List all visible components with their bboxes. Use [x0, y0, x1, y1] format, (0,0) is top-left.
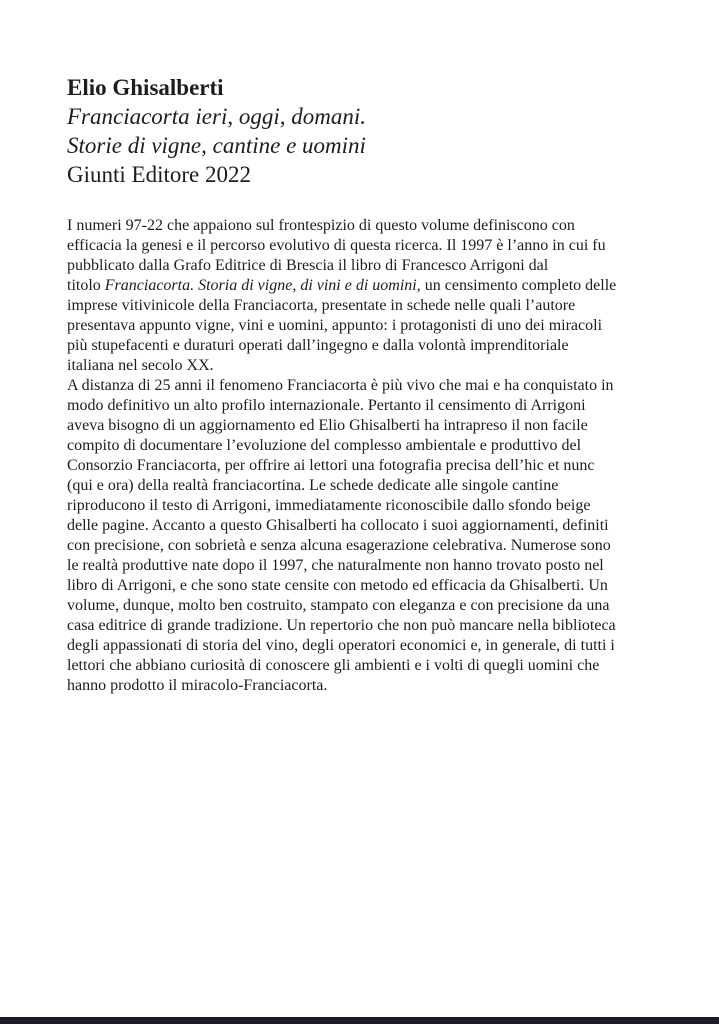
text-line: titolo Franciacorta. Storia di vigne, di vini e di uomini, un censimento completo delle — [67, 277, 617, 294]
text-line: efficacia la genesi e il percorso evolutivo di questa ricerca. Il 1997 è l’anno in cui fu — [67, 237, 606, 254]
paragraph — [67, 216, 719, 376]
text-line: volume, dunque, molto ben costruito, stampato con eleganza e con precisione da una — [67, 597, 610, 614]
text-line: le realtà produttive nate dopo il 1997, che naturalmente non hanno trovato posto nel — [67, 557, 604, 574]
text-line: (qui e ora) della realtà franciacortina. Le schede dedicate alle singole cantine — [67, 477, 559, 494]
book-title-line-2: Storie di vigne, cantine e uomini — [67, 133, 366, 158]
text-line: casa editrice di grande tradizione. Un repertorio che non può mancare nella biblioteca — [67, 617, 616, 634]
paragraph — [67, 376, 719, 696]
text-line: aveva bisogno di un aggiornamento ed Elio Ghisalberti ha intrapreso il non facile — [67, 417, 588, 434]
review-text — [67, 216, 719, 696]
text-line: presentava appunto vigne, vini e uomini, appunto: i protagonisti di uno dei miracoli — [67, 317, 603, 334]
text-line: italiana nel secolo XX. — [67, 357, 214, 374]
text-line: modo definitivo un alto profilo internazionale. Pertanto il censimento di Arrigoni — [67, 397, 586, 414]
text-line: I numeri 97-22 che appaiono sul frontespizio di questo volume definiscono con — [67, 217, 575, 234]
text-line: lettori che abbiano curiosità di conoscere gli ambienti e i volti di quegli uomini che — [67, 657, 600, 674]
text-line: compito di documentare l’evoluzione del complesso ambientale e produttivo del — [67, 437, 582, 454]
text-line: hanno prodotto il miracolo-Franciacorta. — [67, 677, 328, 694]
text-line: pubblicato dalla Grafo Editrice di Brescia il libro di Francesco Arrigoni dal — [67, 257, 549, 274]
text-line: riproducono il testo di Arrigoni, immediatamente riconoscibile dallo sfondo beige — [67, 497, 591, 514]
text-line: Consorzio Franciacorta, per offrire ai lettori una fotografia precisa dell’hic et nunc — [67, 457, 595, 474]
text-line: A distanza di 25 anni il fenomeno Franciacorta è più vivo che mai e ha conquistato in — [67, 377, 614, 394]
text-line: delle pagine. Accanto a questo Ghisalberti ha collocato i suoi aggiornamenti, definiti — [67, 517, 609, 534]
text-line: libro di Arrigoni, e che sono state censite con metodo ed efficacia da Ghisalberti. Un — [67, 577, 608, 594]
bottom-bar — [0, 1017, 719, 1024]
text-line: con precisione, con sobrietà e senza alcuna esagerazione celebrativa. Numerose sono — [67, 537, 611, 554]
text-line: degli appassionati di storia del vino, degli operatori economici e, in generale, di tutti i — [67, 637, 615, 654]
text-line: più stupefacenti e duraturi operati dall’ingegno e dalla volontà imprenditoriale — [67, 337, 569, 354]
publisher-year: Giunti Editore 2022 — [67, 162, 251, 187]
text-line: imprese vitivinicole della Franciacorta, presentate in schede nelle quali l’autore — [67, 297, 576, 314]
book-title-line-1: Franciacorta ieri, oggi, domani. — [67, 104, 366, 129]
book-header — [67, 73, 719, 189]
author-name: Elio Ghisalberti — [67, 75, 224, 100]
